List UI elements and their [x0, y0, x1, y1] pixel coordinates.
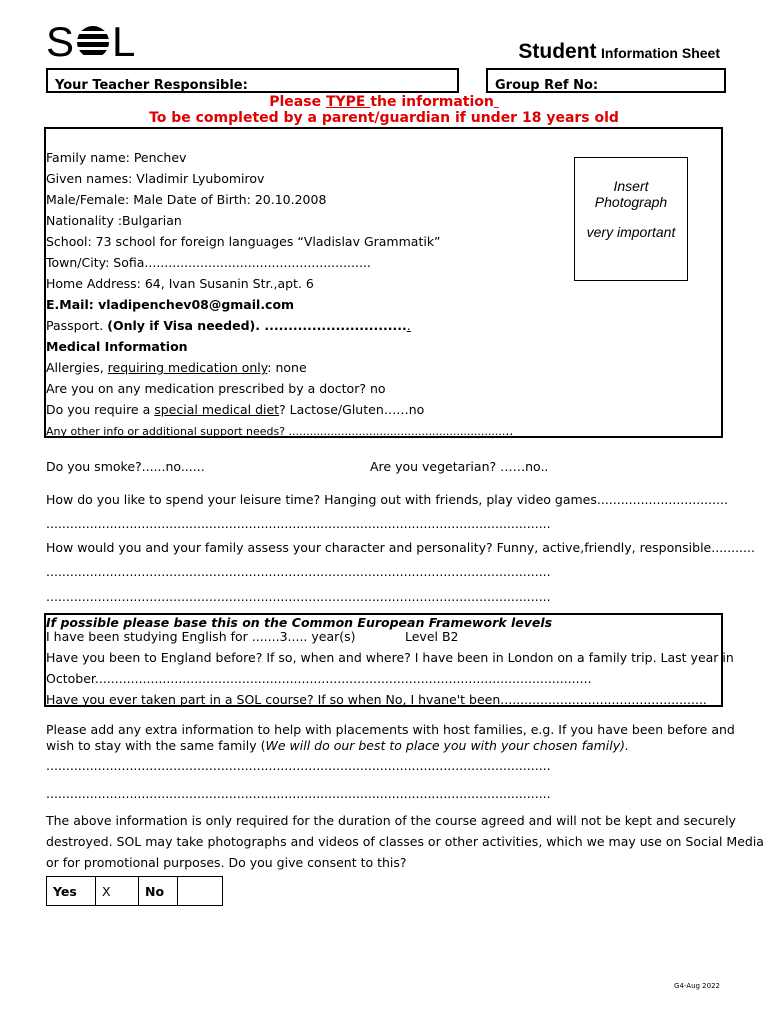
extra-dots-1: ...............................................................................................................................: [46, 758, 551, 773]
nationality: Nationality :Bulgarian: [46, 213, 182, 228]
medication: Are you on any medication prescribed by a doctor? no: [46, 381, 386, 396]
leisure-question: How do you like to spend your leisure time? Hanging out with friends, play video games.................................: [46, 492, 728, 507]
consent-yes-label: Yes: [47, 877, 96, 906]
english-heading: If possible please base this on the Common European Framework levels: [46, 615, 553, 630]
other-info-tail: ..: [505, 423, 514, 438]
home-address: Home Address: 64, Ivan Susanin Str.,apt. 6: [46, 276, 314, 291]
english-level: Level B2: [405, 629, 459, 644]
photo-line-important: very important: [586, 224, 676, 240]
medical-heading: Medical Information: [46, 339, 188, 354]
family-name: Family name: Penchev: [46, 150, 187, 165]
instruction-post: the information: [370, 94, 494, 110]
extra-info-italic: We will do our best to place you with your chosen family).: [265, 738, 630, 753]
passport-label: Passport.: [46, 318, 108, 333]
photo-placeholder[interactable]: [574, 157, 688, 281]
consent-line-2: destroyed. SOL may take photographs and videos of classes or other activities, which we may use on Social Media: [46, 834, 764, 849]
character-dots-1: ...............................................................................................................................: [46, 564, 551, 579]
england-question: Have you been to England before? If so, when and where? I have been in London on a family trip. Last year in: [46, 650, 734, 665]
allergies-pre: Allergies,: [46, 360, 108, 375]
consent-line-3: or for promotional purposes. Do you give consent to this?: [46, 855, 407, 870]
smoke-question: Do you smoke?......no......: [46, 459, 205, 474]
logo-letter-s: S: [46, 18, 75, 65]
sol-course-question: Have you ever taken part in a SOL course? If so when No, I hvane't been....................................................: [46, 692, 707, 707]
vegetarian-question: Are you vegetarian? ……no..: [370, 459, 549, 474]
extra-info-pre: wish to stay with the same family (: [46, 738, 266, 753]
diet-pre: Do you require a: [46, 402, 155, 417]
photo-line-photograph: Photograph: [594, 194, 668, 210]
group-ref-field[interactable]: [486, 68, 726, 93]
english-studying: I have been studying English for .......3..... year(s): [46, 629, 356, 644]
passport-note: (Only if Visa needed). ..............................: [107, 318, 407, 333]
character-dots-2: ...............................................................................................................................: [46, 589, 551, 604]
other-info-text: Any other info or additional support needs? ..............................................................: [46, 425, 506, 438]
email: E.Mail: vladipenchev08@gmail.com: [46, 297, 295, 312]
diet-value: ? Lactose/Gluten……no: [279, 402, 425, 417]
logo-letter-l: L: [112, 18, 136, 65]
leisure-dots: ...............................................................................................................................: [46, 516, 551, 531]
school: School: 73 school for foreign languages “Vladislav Grammatik”: [46, 234, 441, 249]
logo-o-icon: [76, 25, 110, 59]
other-info: [46, 423, 513, 438]
given-names: Given names: Vladimir Lyubomirov: [46, 171, 265, 186]
photo-line-insert: Insert: [613, 178, 649, 194]
page-title: [518, 40, 720, 64]
character-question: How would you and your family assess your character and personality? Funny, active,friendly, responsible...........: [46, 540, 755, 555]
sol-logo: [46, 18, 136, 65]
instruction-pre: Please: [269, 94, 326, 110]
consent-no-checkbox[interactable]: [178, 877, 223, 906]
allergies: [46, 360, 307, 375]
title-info-sheet: Information Sheet: [600, 45, 720, 61]
gender-dob: Male/Female: Male Date of Birth: 20.10.2008: [46, 192, 327, 207]
extra-info-line-1: Please add any extra information to help with placements with host families, e.g. If you have been before and: [46, 722, 735, 737]
consent-table: [46, 876, 223, 906]
passport: [46, 318, 411, 333]
diet-underline: special medical diet: [154, 402, 280, 417]
england-answer: October.............................................................................................................................: [46, 671, 592, 686]
teacher-label: Your Teacher Responsible:: [55, 78, 248, 93]
instruction-line-1: [0, 94, 768, 110]
extra-info-line-2: [46, 738, 629, 753]
consent-yes-checkbox[interactable]: X: [96, 877, 139, 906]
instruction-type: TYPE: [325, 94, 371, 110]
footer-code: G4-Aug 2022: [674, 982, 720, 990]
medical-diet: [46, 402, 424, 417]
group-ref-label: Group Ref No:: [495, 78, 599, 93]
passport-tail: .: [406, 318, 411, 333]
town-city: Town/City: Sofia.........................................................: [46, 255, 371, 270]
title-student: Student: [518, 40, 597, 63]
consent-no-label: No: [139, 877, 178, 906]
allergies-value: : none: [267, 360, 307, 375]
allergies-underline: requiring medication only: [107, 360, 268, 375]
teacher-field[interactable]: [46, 68, 459, 93]
instruction-line-2: To be completed by a parent/guardian if under 18 years old: [149, 110, 619, 126]
consent-line-1: The above information is only required for the duration of the course agreed and will not be kept and securely: [46, 813, 736, 828]
extra-dots-2: ...............................................................................................................................: [46, 786, 551, 801]
